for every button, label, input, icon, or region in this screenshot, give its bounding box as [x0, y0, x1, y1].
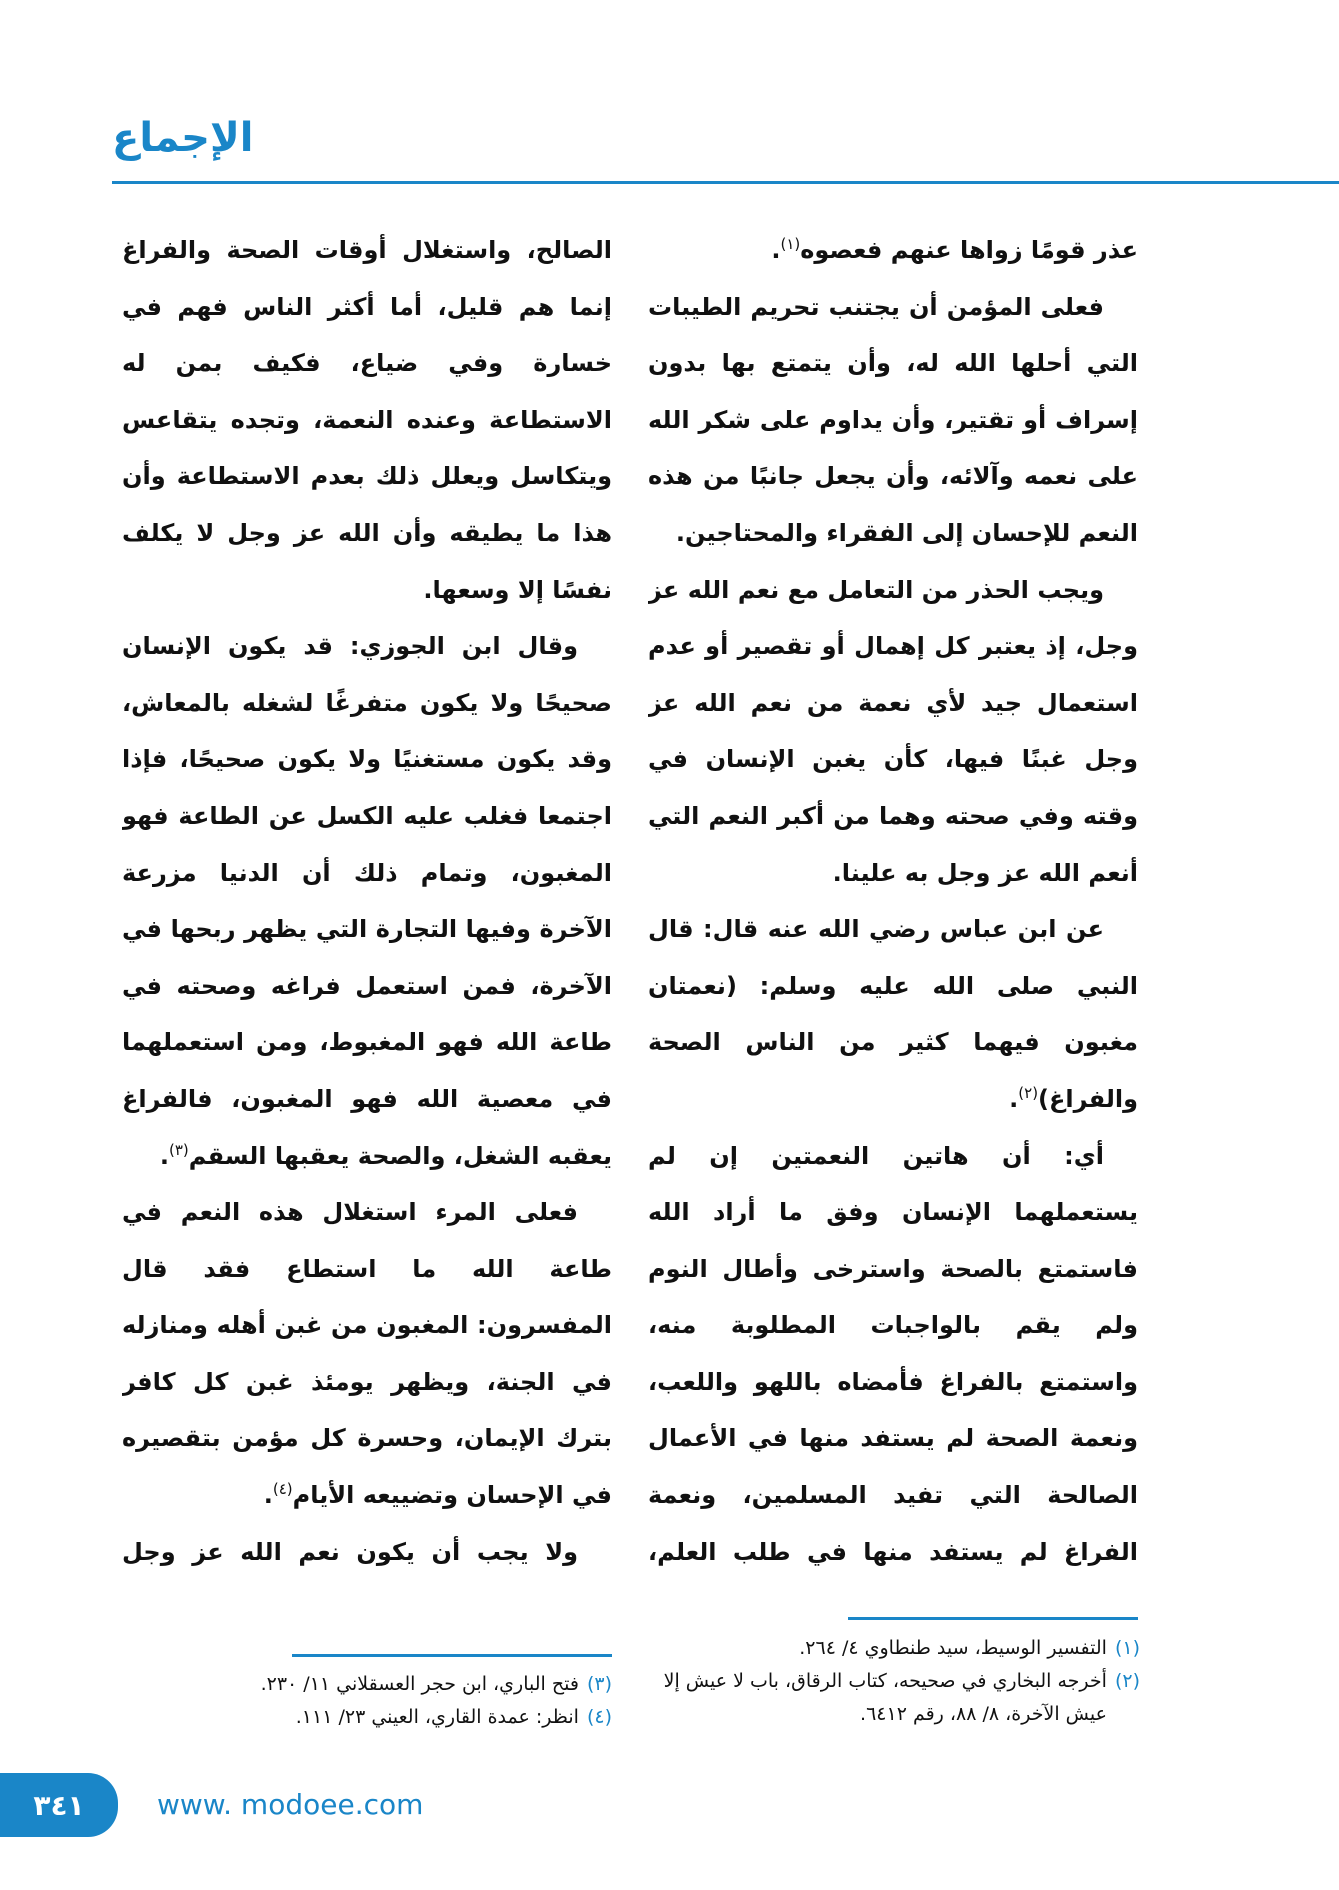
footnote-ref[interactable]: (١)	[780, 235, 801, 253]
footnote	[640, 1665, 1140, 1731]
footnote-divider	[292, 1654, 612, 1657]
footnote-number: (٤)	[586, 1706, 612, 1728]
footnote-divider	[848, 1617, 1138, 1620]
text-column-left	[122, 222, 612, 1582]
paragraph: عذر قومًا زواها عنهم فعصوه$^{(١)}$.	[771, 235, 1138, 264]
header-divider	[112, 181, 1339, 184]
paragraph: ولا يجب أن يكون نعم الله عز وجل	[122, 1537, 578, 1566]
footnote	[112, 1668, 612, 1701]
paragraph: الصالح، واستغلال أوقات الصحة والفراغ إنما هم قليل، أما أكثر الناس فهم في خسارة وفي ضياع، فكيف بمن له الاستطاعة وعنده النعمة، وتجده يتقاعس ويتكاسل ويعلل ذلك بعدم الاستطاعة وأن هذا ما يطيقه وأن الله عز وجل لا يكلف نفسًا إلا وسعها.	[122, 236, 612, 604]
footnote	[640, 1632, 1140, 1665]
footnote-text: فتح الباري، ابن حجر العسقلاني ١١/ ٢٣٠.	[260, 1673, 579, 1695]
footnote-text: انظر: عمدة القاري، العيني ٢٣/ ١١١.	[295, 1706, 579, 1728]
footnote-number: (١)	[1114, 1637, 1140, 1659]
footnotes-right	[640, 1632, 1140, 1731]
paragraph: فعلى المؤمن أن يجتنب تحريم الطيبات التي أحلها الله له، وأن يتمتع بها بدون إسراف أو تقتير، وأن يداوم على شكر الله على نعمه وآلائه، وأن يجعل جانبًا من هذه النعم للإحسان إلى الفقراء والمحتاجين.	[648, 292, 1138, 547]
footnote	[112, 1701, 612, 1734]
paragraph: أي: أن هاتين النعمتين إن لم يستعملهما الإنسان وفق ما أراد الله فاستمتع بالصحة واسترخى وأطال النوم ولم يقم بالواجبات المطلوبة منه، واستمتع بالفراغ فأمضاه باللهو واللعب، ونعمة الصحة لم يستفد منها في الأعمال الصالحة التي تفيد المسلمين، ونعمة الفراغ لم يستفد منها في طلب العلم،	[648, 1141, 1138, 1566]
paragraph: عن ابن عباس رضي الله عنه قال: قال النبي صلى الله عليه وسلم: (نعمتان مغبون فيهما كثير من الناس الصحة والفراغ)$^{(٢)}$.	[648, 915, 1138, 1113]
paragraph: وقال ابن الجوزي: قد يكون الإنسان صحيحًا ولا يكون متفرغًا لشغله بالمعاش، وقد يكون مستغنيًا ولا يكون صحيحًا، فإذا اجتمعا فغلب عليه الكسل عن الطاعة فهو المغبون، وتمام ذلك أن الدنيا مزرعة الآخرة وفيها التجارة التي يظهر ربحها في الآخرة، فمن استعمل فراغه وصحته في طاعة الله فهو المغبوط، ومن استعملهما في معصية الله فهو المغبون، فالفراغ يعقبه الشغل، والصحة يعقبها السقم$^{(٣)}$.	[122, 632, 612, 1170]
footnotes-left	[112, 1668, 612, 1734]
footnote-number: (٣)	[586, 1673, 612, 1695]
footnote-ref[interactable]: (٣)	[168, 1140, 189, 1159]
footnote-ref[interactable]: (٤)	[272, 1480, 293, 1499]
footnote-text: التفسير الوسيط، سيد طنطاوي ٤/ ٢٦٤.	[799, 1637, 1107, 1659]
website-link[interactable]: www. modoee.com	[157, 1788, 424, 1821]
section-title: الإجماع	[112, 115, 254, 161]
paragraph: ويجب الحذر من التعامل مع نعم الله عز وجل، إذ يعتبر كل إهمال أو تقصير أو عدم استعمال جيد لأي نعمة من نعم الله عز وجل غبنًا فيها، كأن يغبن الإنسان في وقته وفي صحته وهما من أكبر النعم التي أنعم الله عز وجل به علينا.	[648, 575, 1138, 887]
text-column-right	[648, 222, 1138, 1582]
page-number: ٣٤١	[0, 1773, 118, 1837]
footnote-text: أخرجه البخاري في صحيحه، كتاب الرقاق، باب لا عيش إلا عيش الآخرة، ٨/ ٨٨، رقم ٦٤١٢.	[663, 1670, 1107, 1725]
footnote-ref[interactable]: (٢)	[1018, 1083, 1039, 1102]
footnote-number: (٢)	[1114, 1670, 1140, 1692]
paragraph: فعلى المرء استغلال هذه النعم في طاعة الله ما استطاع فقد قال المفسرون: المغبون من غبن أهله ومنازله في الجنة، ويظهر يومئذ غبن كل كافر بترك الإيمان، وحسرة كل مؤمن بتقصيره في الإحسان وتضييعه الأيام$^{(٤)}$.	[122, 1198, 612, 1510]
